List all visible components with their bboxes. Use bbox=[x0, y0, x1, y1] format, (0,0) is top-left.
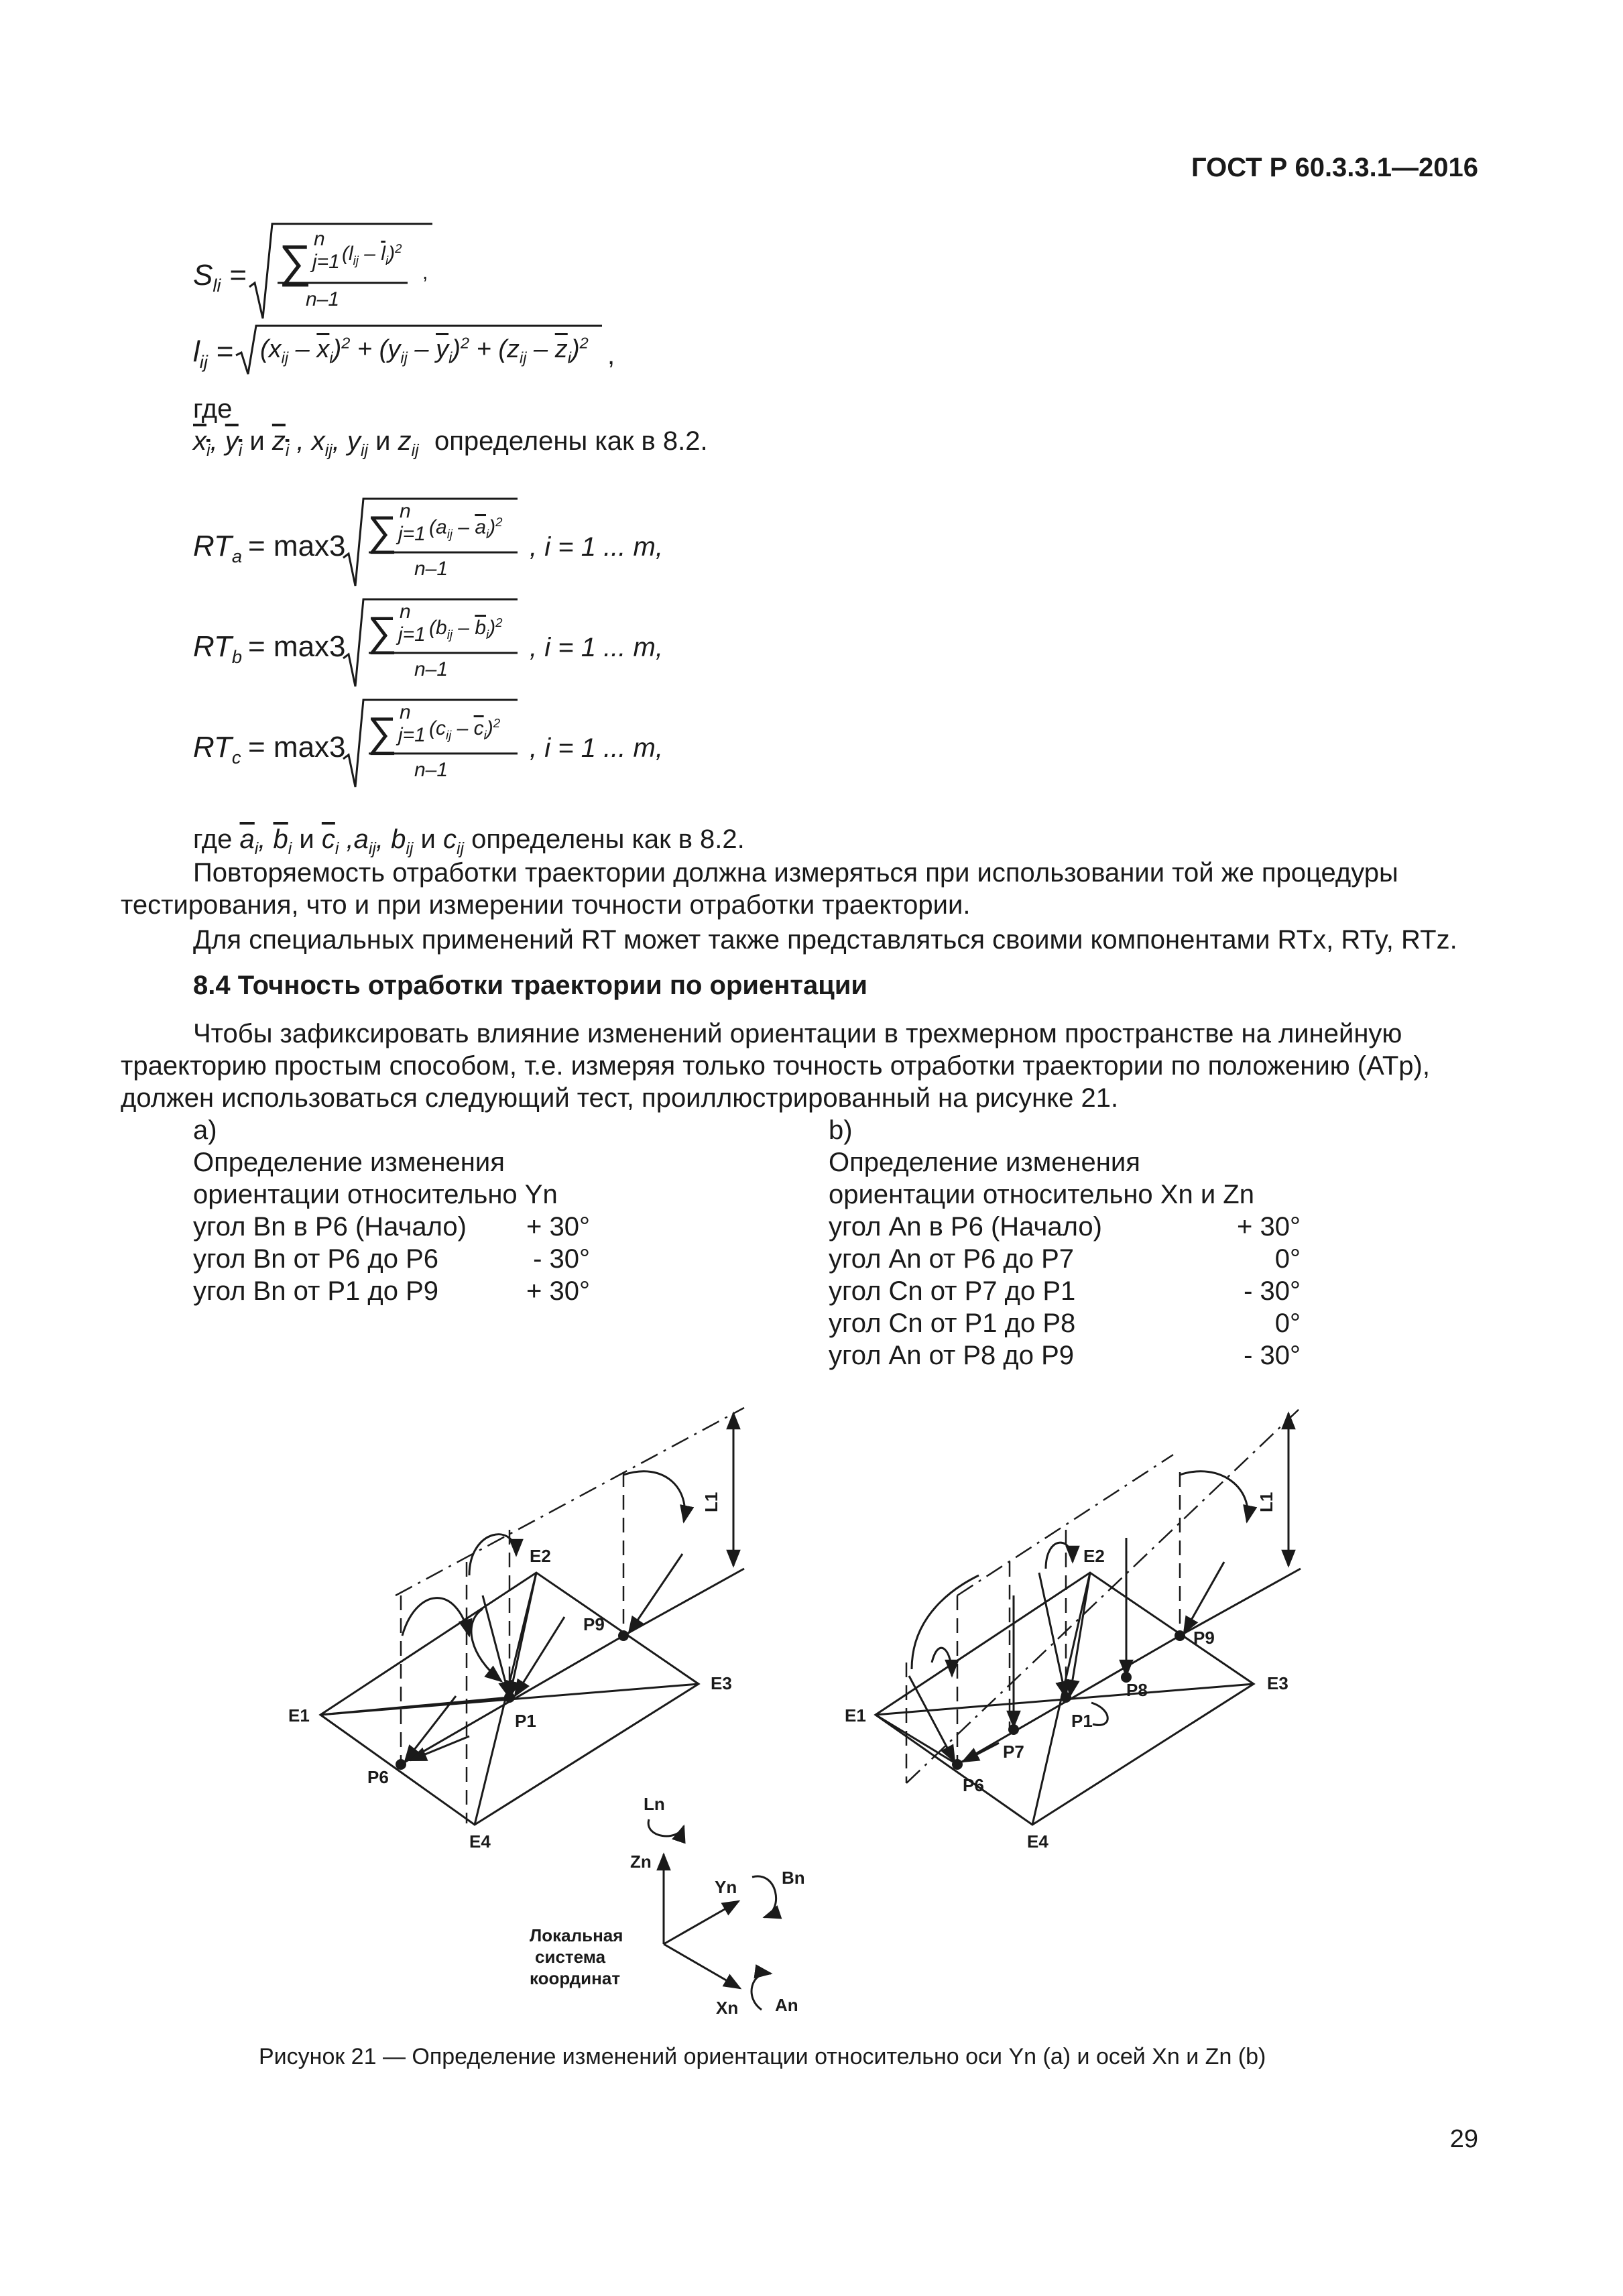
point-p9 bbox=[1175, 1630, 1185, 1641]
label-zn: Zn bbox=[630, 1852, 652, 1872]
label-e4: E4 bbox=[469, 1831, 491, 1852]
label-p9: P9 bbox=[1193, 1628, 1215, 1648]
label-e2: E2 bbox=[530, 1546, 551, 1566]
label-e3: E3 bbox=[1267, 1673, 1288, 1693]
intro-line-3: должен использоваться следующий тест, проиллюстрированный на рисунке 21. bbox=[121, 1083, 1119, 1113]
projection-line bbox=[396, 1408, 744, 1595]
point-p7 bbox=[1008, 1724, 1019, 1735]
where-definition: определены как в 8.2. bbox=[434, 426, 708, 456]
local-coordinate-system bbox=[648, 1819, 776, 2010]
label-e1: E1 bbox=[288, 1705, 310, 1726]
rotation-ln bbox=[648, 1819, 684, 1836]
label-an: An bbox=[775, 1995, 798, 2015]
paragraph-special: Для специальных применений RT может также представляться своими компонентами RTx, RTy, RTz. bbox=[193, 925, 1457, 955]
label-local-3: координат bbox=[530, 1968, 621, 1988]
axis-yn bbox=[664, 1901, 739, 1944]
where-variables: $x_i$, $y_i$ и $z_i$ , $x_{ij}$, $y_{ij}$ и $z_{ij}$ bbox=[193, 426, 419, 460]
diagram-a bbox=[320, 1408, 744, 1825]
label-p9: P9 bbox=[583, 1614, 605, 1634]
point-p1 bbox=[504, 1692, 515, 1703]
label-p1: P1 bbox=[515, 1711, 536, 1731]
label-e1: E1 bbox=[845, 1705, 866, 1726]
figure-caption: Рисунок 21 — Определение изменений ориентации относительно оси Yn (a) и осей Xn и Zn (b) bbox=[259, 2044, 1266, 2069]
point-p6 bbox=[952, 1759, 963, 1770]
local-coordinate-labels bbox=[530, 1794, 805, 2018]
rotation-an bbox=[752, 1974, 771, 2010]
point-p1 bbox=[1061, 1692, 1071, 1703]
intro-line-2: траекторию простым способом, т.е. измеряя только точность отработки траектории по положению (ATp), bbox=[121, 1051, 1430, 1081]
label-l1: L1 bbox=[1256, 1492, 1276, 1512]
paragraph-repeat-line-2: тестирования, что и при измерении точности отработки траектории. bbox=[121, 890, 971, 920]
label-e3: E3 bbox=[711, 1673, 732, 1693]
document-id: ГОСТ Р 60.3.3.1—2016 bbox=[1191, 153, 1478, 182]
section-title: 8.4 Точность отработки траектории по ориентации bbox=[193, 971, 867, 1000]
label-local-2: система bbox=[535, 1947, 606, 1967]
label-p6: P6 bbox=[367, 1767, 389, 1787]
label-yn: Yn bbox=[715, 1877, 737, 1897]
label-p8: P8 bbox=[1126, 1680, 1148, 1700]
label-e2: E2 bbox=[1083, 1546, 1105, 1566]
label-p7: P7 bbox=[1003, 1742, 1024, 1762]
label-p6: P6 bbox=[963, 1775, 984, 1795]
intro-line-1: Чтобы зафиксировать влияние изменений ориентации в трехмерном пространстве на линейную bbox=[193, 1019, 1402, 1048]
label-xn: Xn bbox=[716, 1998, 739, 2018]
where-label: где bbox=[193, 394, 233, 424]
point-p6 bbox=[396, 1759, 406, 1770]
rotation-bn bbox=[752, 1876, 776, 1917]
axis-xn bbox=[664, 1944, 740, 1988]
diagram-b bbox=[876, 1408, 1301, 1825]
label-e4: E4 bbox=[1027, 1831, 1048, 1852]
paragraph-repeat-line-1: Повторяемость отработки траектории должна измеряться при использовании той же процедуры bbox=[193, 858, 1398, 888]
label-ln: Ln bbox=[644, 1794, 665, 1814]
label-l1: L1 bbox=[701, 1492, 721, 1512]
where-label-2: где $\overline{a}_i$, $\overline{b}_i$ и $\overline{c}_i$ $,a_{ij}$, $b_{ij}$ и $c_{ij}$ определены как в 8.2. bbox=[193, 825, 745, 858]
point-p9 bbox=[618, 1630, 629, 1641]
figure-21 bbox=[0, 1381, 1623, 2025]
label-bn: Bn bbox=[782, 1868, 805, 1888]
label-p1: P1 bbox=[1071, 1711, 1093, 1731]
page-number: 29 bbox=[1449, 2125, 1478, 2153]
label-local-1: Локальная bbox=[530, 1925, 623, 1945]
sqrt-sign bbox=[248, 221, 436, 322]
